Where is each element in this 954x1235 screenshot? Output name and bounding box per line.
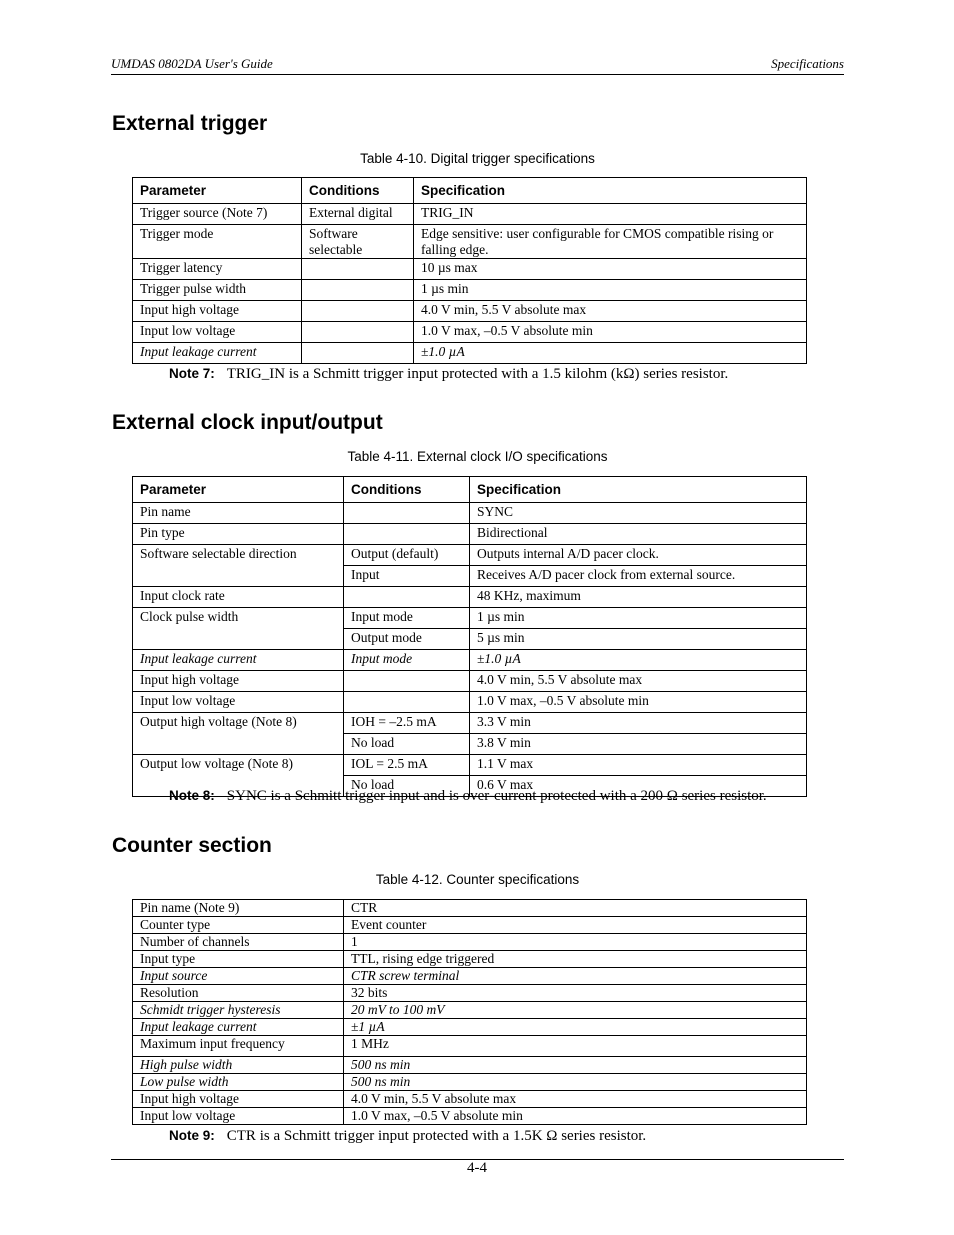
- table-cell: [344, 503, 470, 524]
- table-cell: Input low voltage: [133, 1108, 344, 1125]
- table-cell: 1 µs min: [414, 280, 807, 301]
- table-row: [133, 650, 807, 671]
- table-cell: High pulse width: [133, 1057, 344, 1074]
- table-cell: [302, 343, 414, 364]
- table-row: [133, 204, 807, 225]
- column-header: Conditions: [344, 477, 470, 503]
- table-cell: Output high voltage (Note 8): [133, 713, 344, 755]
- table-row: [133, 1019, 807, 1036]
- table-cell: 1.1 V max: [470, 755, 807, 776]
- table-cell: Low pulse width: [133, 1074, 344, 1091]
- column-header: Parameter: [133, 178, 302, 204]
- table-cell: Trigger pulse width: [133, 280, 302, 301]
- table-cell: Software selectable direction: [133, 545, 344, 587]
- table-cell: Output mode: [344, 629, 470, 650]
- section-heading-external-clock: External clock input/output: [112, 411, 383, 434]
- table-cell: Pin name: [133, 503, 344, 524]
- note-text: CTR is a Schmitt trigger input protected with a 1.5K Ω series resistor.: [226, 1128, 647, 1144]
- table-cell: Clock pulse width: [133, 608, 344, 650]
- table-cell: Input mode: [344, 650, 470, 671]
- table-row: [133, 1036, 807, 1057]
- table-cell: 48 KHz, maximum: [470, 587, 807, 608]
- table-cell: 10 µs max: [414, 259, 807, 280]
- table-cell: Input: [344, 566, 470, 587]
- table-row: [133, 917, 807, 934]
- table-cell: Event counter: [344, 917, 807, 934]
- table-cell: Bidirectional: [470, 524, 807, 545]
- table-cell: [302, 259, 414, 280]
- table-cell: 1.0 V max, –0.5 V absolute min: [470, 692, 807, 713]
- note-text: SYNC is a Schmitt trigger input and is over-current protected with a 200 Ω series resistor.: [226, 788, 767, 804]
- table-cell: 1: [344, 934, 807, 951]
- table-cell: Input leakage current: [133, 343, 302, 364]
- note-8: [169, 788, 767, 805]
- table-cell: IOH = –2.5 mA: [344, 713, 470, 734]
- table-row: [133, 755, 807, 776]
- table-cell: 4.0 V min, 5.5 V absolute max: [344, 1091, 807, 1108]
- table-cell: ±1.0 µA: [414, 343, 807, 364]
- page-number: 4-4: [467, 1160, 487, 1176]
- table-row: [133, 934, 807, 951]
- table-row: [133, 259, 807, 280]
- table-row: [133, 1002, 807, 1019]
- table-cell: CTR screw terminal: [344, 968, 807, 985]
- note-9: [169, 1128, 646, 1145]
- table-row: [133, 343, 807, 364]
- table-row: [133, 503, 807, 524]
- table-row: [133, 951, 807, 968]
- table-cell: Pin type: [133, 524, 344, 545]
- column-header: Conditions: [302, 178, 414, 204]
- table-cell: 1 MHz: [344, 1036, 807, 1057]
- table-cell: Input clock rate: [133, 587, 344, 608]
- table-cell: 0.6 V max: [470, 776, 807, 797]
- table-cell: External digital: [302, 204, 414, 225]
- running-header: [111, 55, 844, 75]
- table-row: [133, 225, 807, 259]
- table-row: [133, 713, 807, 734]
- table-cell: Input high voltage: [133, 671, 344, 692]
- table-cell: 5 µs min: [470, 629, 807, 650]
- note-label: Note 9:: [169, 1128, 215, 1143]
- table-cell: [302, 301, 414, 322]
- table-cell: 1 µs min: [470, 608, 807, 629]
- section-heading-external-trigger: External trigger: [112, 112, 268, 135]
- table-cell: Counter type: [133, 917, 344, 934]
- table-cell: No load: [344, 734, 470, 755]
- table-cell: TTL, rising edge triggered: [344, 951, 807, 968]
- table-row: [133, 280, 807, 301]
- table-cell: Input leakage current: [133, 650, 344, 671]
- column-header: Parameter: [133, 477, 344, 503]
- table-cell: Output (default): [344, 545, 470, 566]
- table-row: [133, 1057, 807, 1074]
- table-cell: Software selectable: [302, 225, 414, 259]
- table-cell: Output low voltage (Note 8): [133, 755, 344, 797]
- table-header-row: [133, 178, 807, 204]
- table-caption-4-12: Table 4-12. Counter specifications: [375, 872, 580, 887]
- table-cell: SYNC: [470, 503, 807, 524]
- column-header: Specification: [470, 477, 807, 503]
- table-header-row: [133, 477, 807, 503]
- table-cell: 1.0 V max, –0.5 V absolute min: [414, 322, 807, 343]
- table-cell: No load: [344, 776, 470, 797]
- table-cell: Input leakage current: [133, 1019, 344, 1036]
- table-cell: [344, 587, 470, 608]
- note-label: Note 7:: [169, 366, 215, 381]
- table-cell: Trigger mode: [133, 225, 302, 259]
- note-label: Note 8:: [169, 788, 215, 803]
- table-row: [133, 587, 807, 608]
- table-cell: TRIG_IN: [414, 204, 807, 225]
- table-caption-4-10: Table 4-10. Digital trigger specifications: [360, 151, 595, 166]
- table-cell: Receives A/D pacer clock from external source.: [470, 566, 807, 587]
- table-cell: 3.3 V min: [470, 713, 807, 734]
- table-cell: 4.0 V min, 5.5 V absolute max: [414, 301, 807, 322]
- table-row: [133, 968, 807, 985]
- table-cell: Trigger latency: [133, 259, 302, 280]
- table-cell: Trigger source (Note 7): [133, 204, 302, 225]
- table-cell: 32 bits: [344, 985, 807, 1002]
- table-cell: Input low voltage: [133, 322, 302, 343]
- table-cell: ±1 µA: [344, 1019, 807, 1036]
- table-cell: Input high voltage: [133, 1091, 344, 1108]
- table-row: [133, 524, 807, 545]
- table-cell: Input type: [133, 951, 344, 968]
- external-clock-table: [132, 476, 807, 797]
- digital-trigger-table: [132, 177, 807, 364]
- note-text: TRIG_IN is a Schmitt trigger input protected with a 1.5 kilohm (kΩ) series resistor.: [226, 366, 729, 382]
- table-row: [133, 301, 807, 322]
- counter-table: [132, 899, 807, 1125]
- table-row: [133, 545, 807, 566]
- table-cell: CTR: [344, 900, 807, 917]
- table-cell: 3.8 V min: [470, 734, 807, 755]
- table-row: [133, 1091, 807, 1108]
- table-cell: Schmidt trigger hysteresis: [133, 1002, 344, 1019]
- table-cell: 500 ns min: [344, 1057, 807, 1074]
- table-cell: Edge sensitive: user configurable for CMOS compatible rising or falling edge.: [414, 225, 807, 259]
- table-cell: Outputs internal A/D pacer clock.: [470, 545, 807, 566]
- table-cell: Input source: [133, 968, 344, 985]
- table-row: [133, 608, 807, 629]
- table-cell: Input low voltage: [133, 692, 344, 713]
- table-cell: Number of channels: [133, 934, 344, 951]
- header-title: UMDAS 0802DA User's Guide: [111, 56, 273, 71]
- table-cell: 4.0 V min, 5.5 V absolute max: [470, 671, 807, 692]
- table-cell: 1.0 V max, –0.5 V absolute min: [344, 1108, 807, 1125]
- table-cell: Input mode: [344, 608, 470, 629]
- table-cell: [302, 280, 414, 301]
- table-row: [133, 900, 807, 917]
- table-row: [133, 692, 807, 713]
- table-row: [133, 671, 807, 692]
- column-header: Specification: [414, 178, 807, 204]
- table-cell: Input high voltage: [133, 301, 302, 322]
- table-cell: Resolution: [133, 985, 344, 1002]
- table-row: [133, 1074, 807, 1091]
- table-cell: 500 ns min: [344, 1074, 807, 1091]
- table-row: [133, 1108, 807, 1125]
- table-cell: [344, 692, 470, 713]
- table-cell: ±1.0 µA: [470, 650, 807, 671]
- table-cell: Pin name (Note 9): [133, 900, 344, 917]
- table-cell: Maximum input frequency: [133, 1036, 344, 1057]
- table-cell: IOL = 2.5 mA: [344, 755, 470, 776]
- section-heading-counter: Counter section: [112, 834, 272, 857]
- table-caption-4-11: Table 4-11. External clock I/O specifications: [347, 449, 608, 464]
- table-row: [133, 322, 807, 343]
- table-cell: [302, 322, 414, 343]
- header-section: Specifications: [771, 56, 844, 71]
- table-cell: [344, 671, 470, 692]
- table-row: [133, 985, 807, 1002]
- table-cell: 20 mV to 100 mV: [344, 1002, 807, 1019]
- note-7: [169, 366, 728, 383]
- table-cell: [344, 524, 470, 545]
